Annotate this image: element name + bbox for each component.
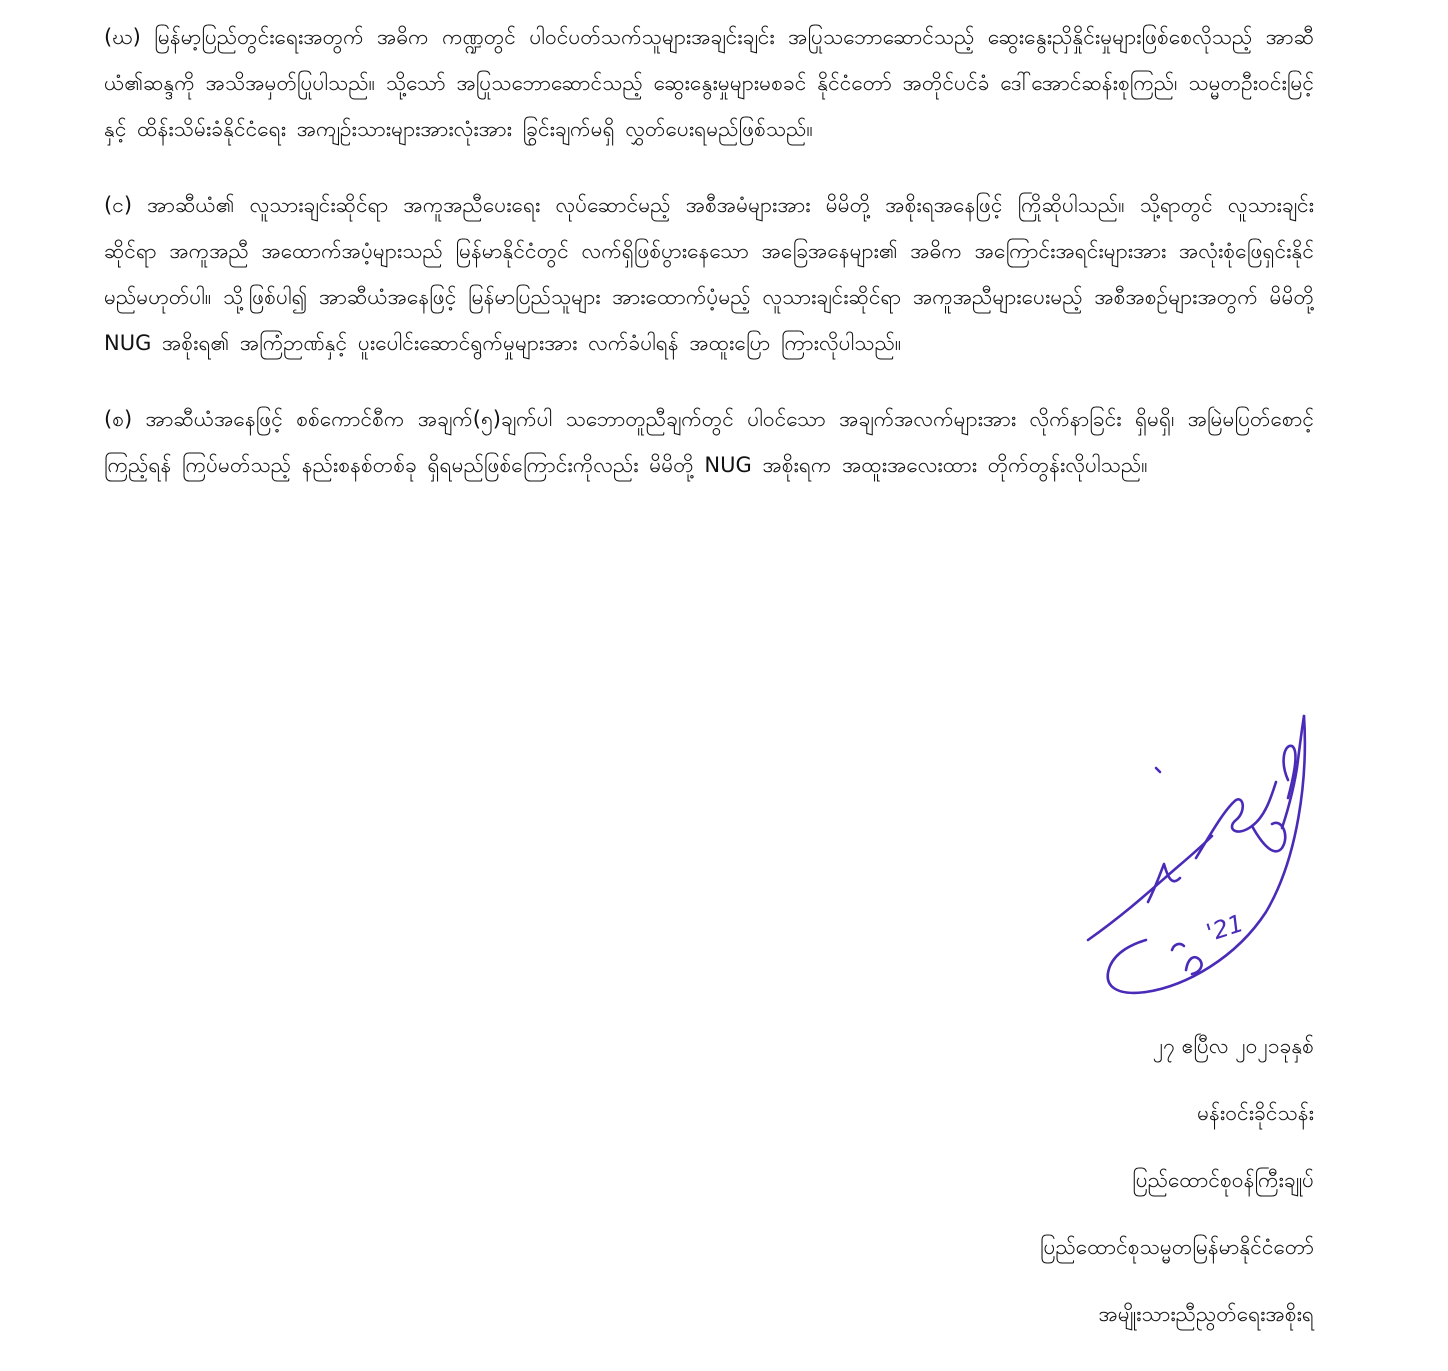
handwritten-signature xyxy=(1076,708,1326,1008)
country-name: ပြည်ထောင်စုသမ္မတမြန်မာနိုင်ငံတော် xyxy=(1039,1235,1314,1259)
signature-date-mark: '21 xyxy=(1203,909,1247,948)
signatory-title: ပြည်ထောင်စုဝန်ကြီးချုပ် xyxy=(1132,1168,1314,1192)
letter-body xyxy=(104,14,1314,518)
paragraph-gha: (ဃ) မြန်မာ့ပြည်တွင်းရေးအတွက် အဓိက ကဏ္ဍတွင် ပါဝင်ပတ်သက်သူများအချင်းချင်း အပြုသဘောဆောင်သည့် ဆွေးနွေးညှိနှိုင်းမှုများဖြစ်စေလိုသည့် အာဆီယံ၏ဆန္ဒကို အသိအမှတ်ပြုပါသည်။ သို့သော် အပြုသဘောဆောင်သည့် ဆွေးနွေးမှုများမစခင် နိုင်ငံတော် အတိုင်ပင်ခံ ဒေါ်အောင်ဆန်းစုကြည်၊ သမ္မတဦးဝင်းမြင့်နှင့် ထိန်းသိမ်းခံနိုင်ငံရေး အကျဉ်းသားများအားလုံးအား ခြွင်းချက်မရှိ လွှတ်ပေးရမည်ဖြစ်သည်။ xyxy=(104,25,1314,141)
closing-block xyxy=(714,1030,1314,1365)
signatory-name: မန်းဝင်းခိုင်သန်း xyxy=(1197,1101,1314,1125)
paragraph-nga: (င) အာဆီယံ၏ လူသားချင်းဆိုင်ရာ အကူအညီပေးရေး လုပ်ဆောင်မည့် အစီအမံများအား မိမိတို့ အစိုးရအနေဖြင့် ကြိုဆိုပါသည်။ သို့ရာတွင် လူသားချင်းဆိုင်ရာ အကူအညီ အထောက်အပံ့များသည် မြန်မာနိုင်ငံတွင် လက်ရှိဖြစ်ပွားနေသော အခြေအနေများ၏ အဓိက အကြောင်းအရင်းများအား အလုံးစုံဖြေရှင်းနိုင်မည်မဟုတ်ပါ။ သို့ဖြစ်ပါ၍ အာဆီယံအနေဖြင့် မြန်မာပြည်သူများ အားထောက်ပံ့မည့် လူသားချင်းဆိုင်ရာ အကူအညီများပေးမည့် အစီအစဉ်များအတွက် မိမိတို့ NUG အစိုးရ၏ အကြံဉာဏ်နှင့် ပူးပေါင်းဆောင်ရွက်မှုများအား လက်ခံပါရန် အထူးပြော ကြားလိုပါသည်။ xyxy=(104,193,1314,355)
letter-date: ၂၇ ဧပြီလ ၂၀၂၁ခုနှစ် xyxy=(1152,1034,1314,1058)
paragraph-sa: (စ) အာဆီယံအနေဖြင့် စစ်ကောင်စီက အချက်(၅)ချက်ပါ သဘောတူညီချက်တွင် ပါဝင်သော အချက်အလက်များအား လိုက်နာခြင်း ရှိမရှိ၊ အမြဲမပြတ်စောင့်ကြည့်ရန် ကြပ်မတ်သည့် နည်းစနစ်တစ်ခု ရှိရမည်ဖြစ်ကြောင်းကိုလည်း မိမိတို့ NUG အစိုးရက အထူးအလေးထား တိုက်တွန်းလိုပါသည်။ xyxy=(104,407,1314,477)
government-name: အမျိုးသားညီညွတ်ရေးအစိုးရ xyxy=(1098,1302,1314,1326)
